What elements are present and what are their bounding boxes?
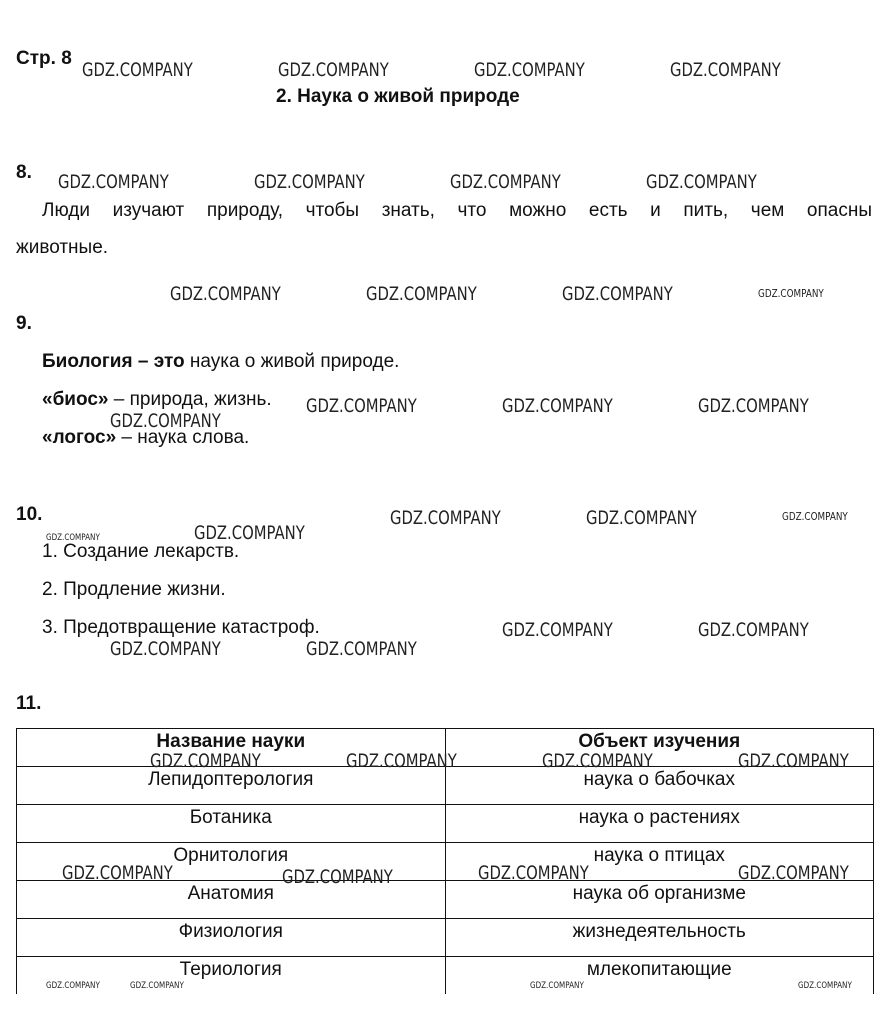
watermark: GDZ.COMPANY bbox=[278, 59, 389, 81]
watermark: GDZ.COMPANY bbox=[390, 507, 501, 529]
q8-line1: Люди изучают природу, чтобы знать, что можно есть и пить, чем опасны bbox=[42, 200, 872, 221]
q9-logos-text: – наука слова. bbox=[116, 427, 250, 448]
watermark: GDZ.COMPANY bbox=[698, 619, 809, 641]
q9-logos-term: «логос» bbox=[42, 427, 117, 448]
watermark: GDZ.COMPANY bbox=[82, 59, 193, 81]
science-object: наука о птицах bbox=[445, 843, 874, 881]
watermark: GDZ.COMPANY bbox=[194, 522, 305, 544]
table-header: Название науки bbox=[17, 729, 446, 767]
section-title: 2. Наука о живой природе bbox=[276, 86, 520, 107]
q10-item: 1. Создание лекарств. bbox=[42, 541, 240, 562]
q11-number: 11. bbox=[16, 693, 42, 714]
q9-bios bbox=[42, 389, 272, 411]
q9-number: 9. bbox=[16, 313, 32, 334]
q10-item: 2. Продление жизни. bbox=[42, 579, 226, 600]
watermark: GDZ.COMPANY bbox=[542, 750, 653, 772]
science-name: Ботаника bbox=[17, 805, 446, 843]
watermark: GDZ.COMPANY bbox=[282, 866, 393, 888]
watermark: GDZ.COMPANY bbox=[366, 283, 477, 305]
watermark: GDZ.COMPANY bbox=[698, 395, 809, 417]
watermark: GDZ.COMPANY bbox=[758, 287, 824, 300]
watermark: GDZ.COMPANY bbox=[46, 533, 100, 543]
watermark: GDZ.COMPANY bbox=[502, 619, 613, 641]
watermark: GDZ.COMPANY bbox=[150, 750, 261, 772]
watermark: GDZ.COMPANY bbox=[562, 283, 673, 305]
science-name: Анатомия bbox=[17, 881, 446, 919]
page-label: Стр. 8 bbox=[16, 48, 72, 69]
watermark: GDZ.COMPANY bbox=[782, 510, 848, 523]
watermark: GDZ.COMPANY bbox=[474, 59, 585, 81]
table-row bbox=[17, 805, 874, 843]
watermark: GDZ.COMPANY bbox=[530, 981, 584, 991]
watermark: GDZ.COMPANY bbox=[254, 171, 365, 193]
watermark: GDZ.COMPANY bbox=[798, 981, 852, 991]
watermark: GDZ.COMPANY bbox=[46, 981, 100, 991]
q9-bios-term: «биос» bbox=[42, 389, 109, 410]
watermark: GDZ.COMPANY bbox=[646, 171, 757, 193]
science-object: жизнедеятельность bbox=[445, 919, 874, 957]
science-name: Орнитология bbox=[17, 843, 446, 881]
watermark: GDZ.COMPANY bbox=[586, 507, 697, 529]
watermark: GDZ.COMPANY bbox=[738, 862, 849, 884]
science-object: млекопитающие bbox=[445, 957, 874, 995]
watermark: GDZ.COMPANY bbox=[738, 750, 849, 772]
watermark: GDZ.COMPANY bbox=[306, 638, 417, 660]
watermark: GDZ.COMPANY bbox=[170, 283, 281, 305]
q9-def-term: Биология – это bbox=[42, 351, 185, 372]
science-object: наука о растениях bbox=[445, 805, 874, 843]
watermark: GDZ.COMPANY bbox=[450, 171, 561, 193]
watermark: GDZ.COMPANY bbox=[110, 410, 221, 432]
watermark: GDZ.COMPANY bbox=[346, 750, 457, 772]
science-object: наука об организме bbox=[445, 881, 874, 919]
science-name: Териология bbox=[17, 957, 446, 995]
table-header: Объект изучения bbox=[445, 729, 874, 767]
table-row bbox=[17, 919, 874, 957]
watermark: GDZ.COMPANY bbox=[306, 395, 417, 417]
table-row bbox=[17, 881, 874, 919]
q10-item: 3. Предотвращение катастроф. bbox=[42, 617, 320, 638]
science-object: наука о бабочках bbox=[445, 767, 874, 805]
watermark: GDZ.COMPANY bbox=[130, 981, 184, 991]
watermark: GDZ.COMPANY bbox=[478, 862, 589, 884]
q9-bios-text: – природа, жизнь. bbox=[108, 389, 272, 410]
table-row bbox=[17, 767, 874, 805]
science-name: Физиология bbox=[17, 919, 446, 957]
watermark: GDZ.COMPANY bbox=[58, 171, 169, 193]
q8-line2: животные. bbox=[16, 237, 109, 258]
q10-number: 10. bbox=[16, 504, 43, 525]
watermark: GDZ.COMPANY bbox=[670, 59, 781, 81]
q9-definition bbox=[42, 351, 399, 373]
watermark: GDZ.COMPANY bbox=[62, 862, 173, 884]
q9-def-text: наука о живой природе. bbox=[184, 351, 400, 372]
watermark: GDZ.COMPANY bbox=[502, 395, 613, 417]
science-name: Лепидоптерология bbox=[17, 767, 446, 805]
q8-number: 8. bbox=[16, 162, 32, 183]
watermark: GDZ.COMPANY bbox=[110, 638, 221, 660]
